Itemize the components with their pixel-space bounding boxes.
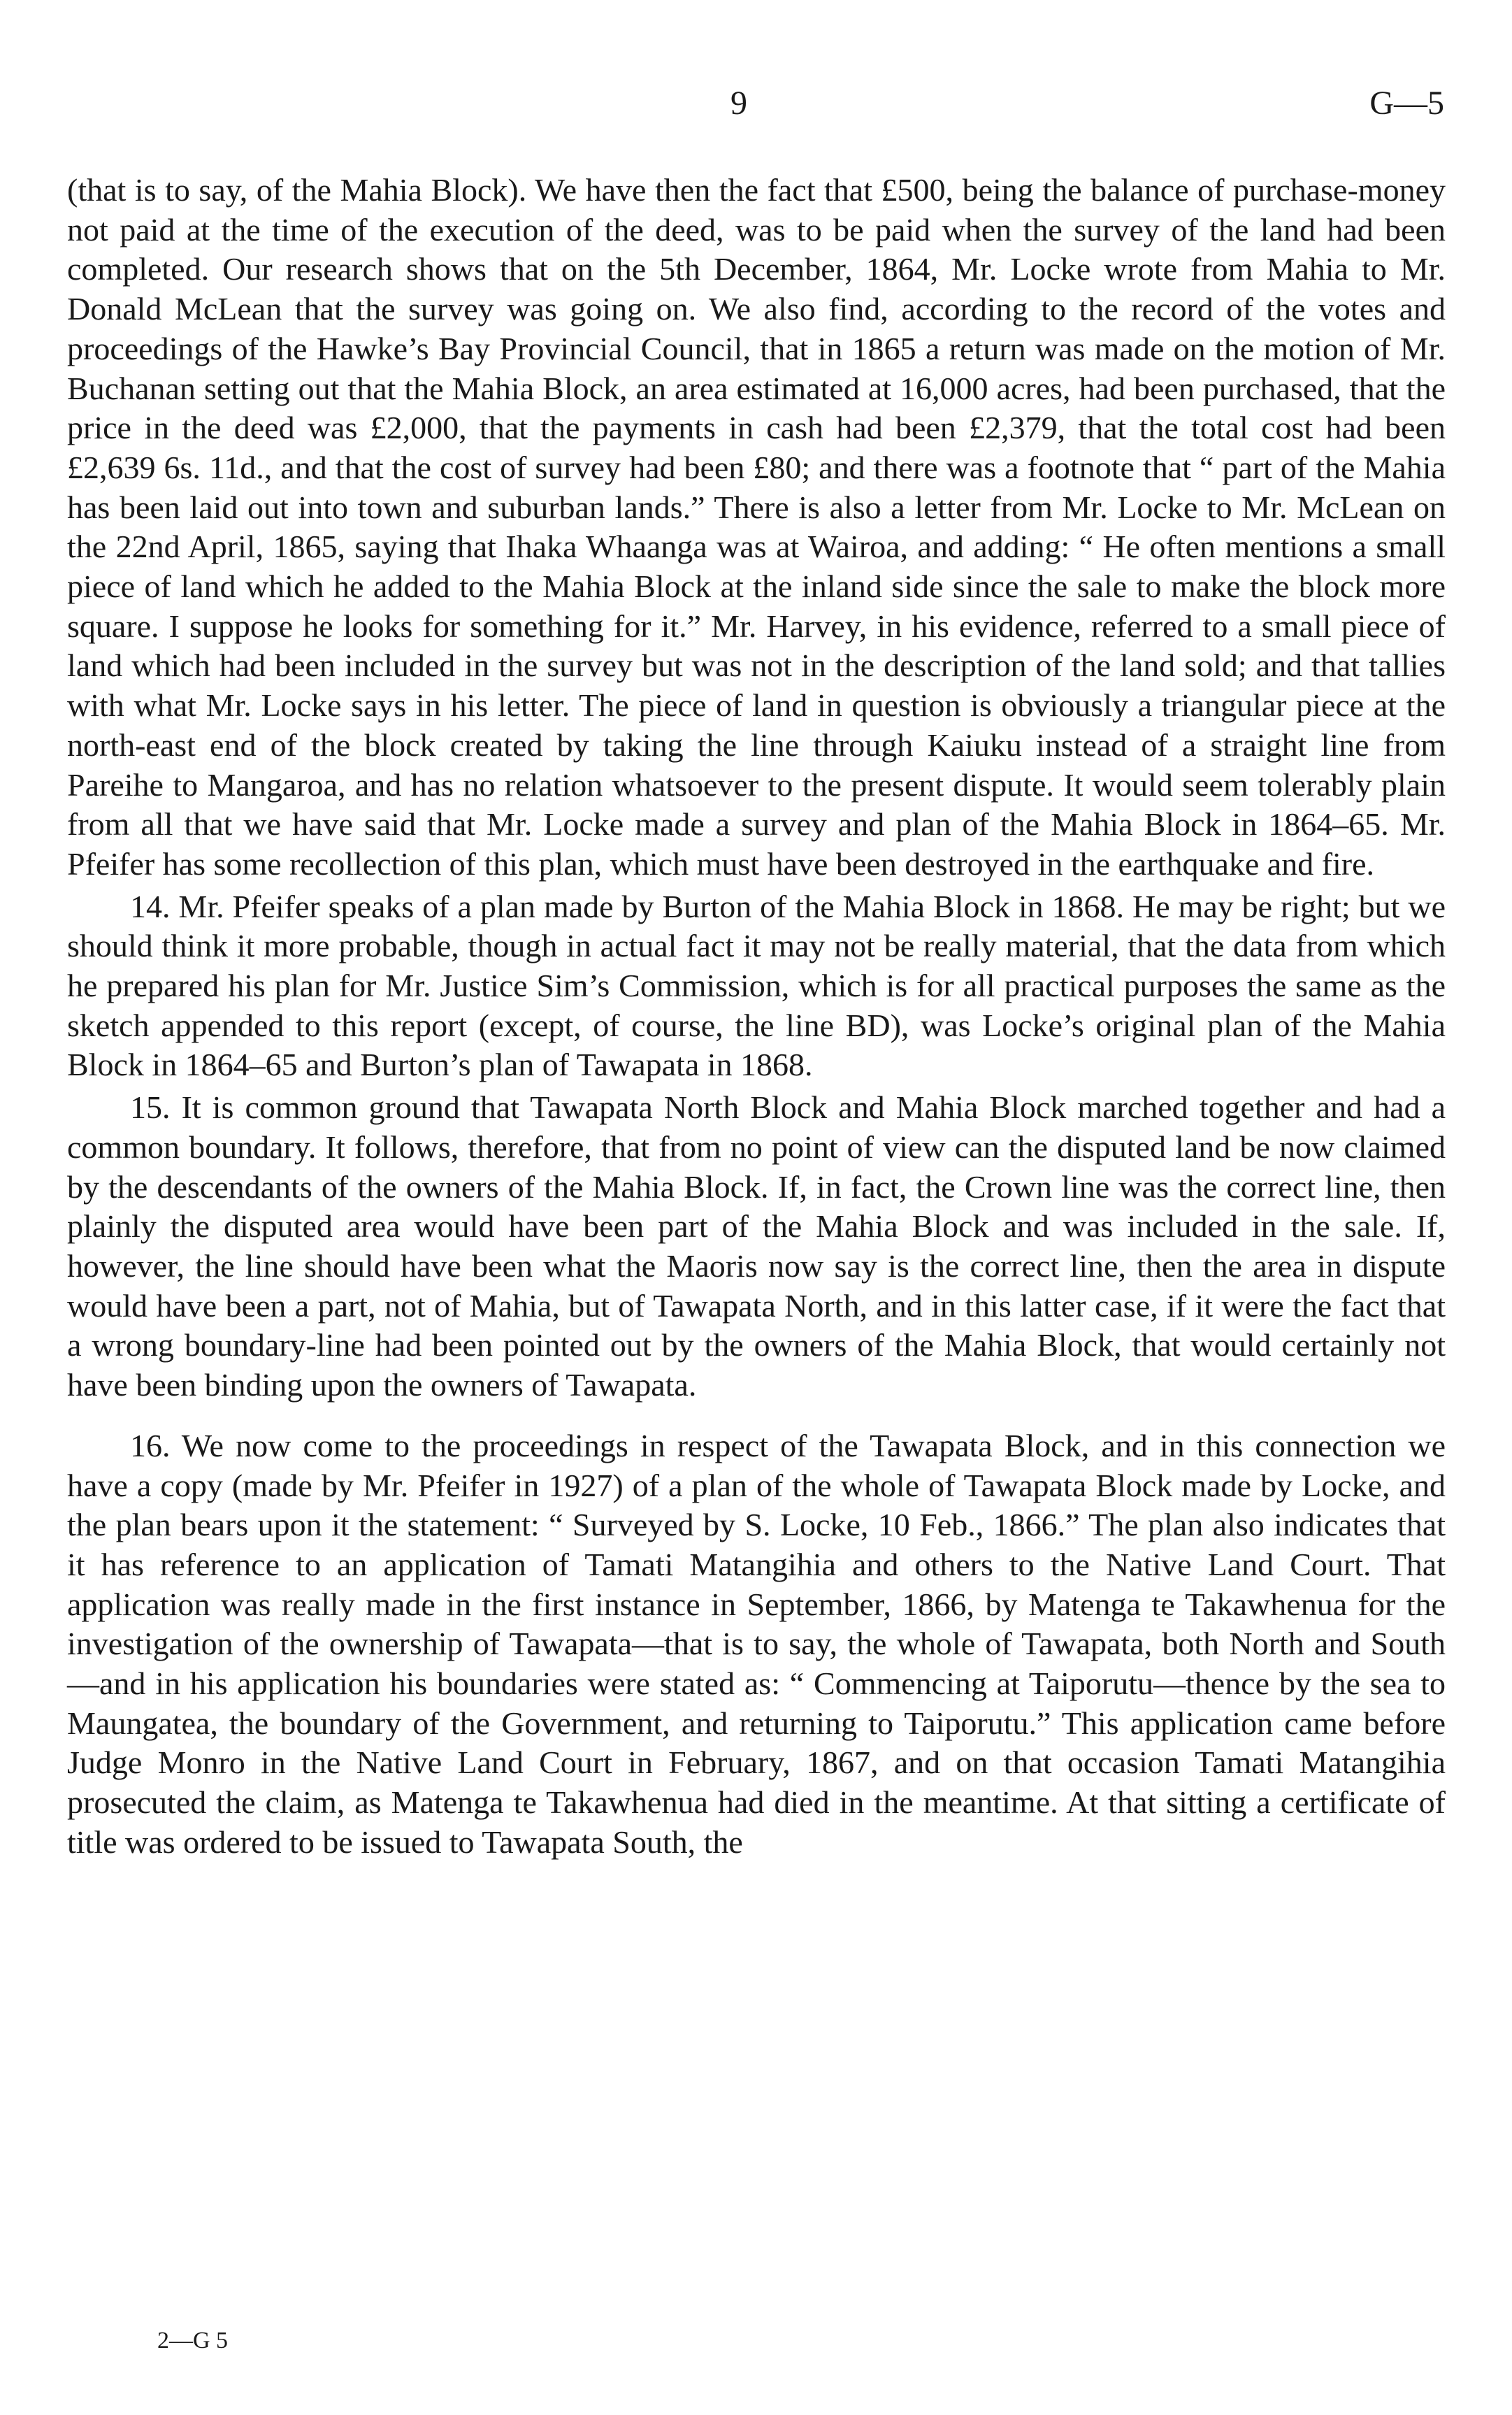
paragraph-16: 16. We now come to the proceedings in respect of the Tawapata Block, and in this connection we have a copy (made by Mr. Pfeifer in 1927) of a plan of the whole of Tawapata Block made by Locke, and the plan bears upon it the statement: “ Surveyed by S. Locke, 10 Feb., 1866.” The plan also indicates that it has reference to an application of Tamati Matangihia and others to the Native Land Court. That application was really made in the first instance in September, 1866, by Matenga te Takawhenua for the investigation of the ownership of Tawapata—that is to say, the whole of Tawapata, both North and South—and in his application his boundaries were stated as: “ Commencing at Taiporutu—thence by the sea to Maungatea, the boundary of the Government, and returning to Taiporutu.” This application came before Judge Monro in the Native Land Court in February, 1867, and on that occasion Tamati Matangihia prosecuted the claim, as Matenga te Takawhenua had died in the meantime. At that sitting a certificate of title was ordered to be issued to Tawapata South, the bbox=[67, 1427, 1446, 1860]
paragraph-continued: (that is to say, of the Mahia Block). We have then the fact that £500, being the balance of purchase-money not paid at the time of the execution of the deed, was to be paid when the survey of the land had been completed. Our research shows that on the 5th December, 1864, Mr. Locke wrote from Mahia to Mr. Donald McLean that the survey was going on. We also find, according to the record of the votes and proceedings of the Hawke’s Bay Provincial Council, that in 1865 a return was made on the motion of Mr. Buchanan setting out that the Mahia Block, an area estimated at 16,000 acres, had been purchased, that the price in the deed was £2,000, that the payments in cash had been £2,379, that the total cost had been £2,639 6s. 11d., and that the cost of survey had been £80; and there was a footnote that “ part of the Mahia has been laid out into town and suburban lands.” There is also a letter from Mr. Locke to Mr. McLean on the 22nd April, 1865, saying that Ihaka Whaanga was at Wairoa, and adding: “ He often mentions a small piece of land which he added to the Mahia Block at the inland side since the sale to make the block more square. I suppose he looks for something for it.” Mr. Harvey, in his evidence, referred to a small piece of land which had been included in the survey but was not in the description of the land sold; and that tallies with what Mr. Locke says in his letter. The piece of land in question is obviously a triangular piece at the north-east end of the block created by taking the line through Kaiuku instead of a straight line from Pareihe to Mangaroa, and has no relation whatsoever to the present dispute. It would seem tolerably plain from all that we have said that Mr. Locke made a survey and plan of the Mahia Block in 1864–65. Mr. Pfeifer has some recollection of this plan, which must have been destroyed in the earthquake and fire. bbox=[67, 172, 1446, 882]
page-header bbox=[0, 83, 1512, 131]
body-text bbox=[67, 171, 1446, 1863]
paragraph-15: 15. It is common ground that Tawapata North Block and Mahia Block marched together and had a common boundary. It follows, therefore, that from no point of view can the disputed land be now claimed by the descendants of the owners of the Mahia Block. If, in fact, the Crown line was the correct line, then plainly the disputed area would have been part of the Mahia Block and was included in the sale. If, however, the line should have been what the Maoris now say is the correct line, then the area in dispute would have been a part, not of Mahia, but of Tawapata North, and in this latter case, if it were the fact that a wrong boundary-line had been pointed out by the owners of the Mahia Block, that would certainly not have been binding upon the owners of Tawapata. bbox=[67, 1089, 1446, 1403]
printer-signature-mark: 2—G 5 bbox=[157, 2328, 229, 2353]
paragraph-14: 14. Mr. Pfeifer speaks of a plan made by Burton of the Mahia Block in 1868. He may be right; but we should think it more probable, though in actual fact it may not be really material, that the data from which he prepared his plan for Mr. Justice Sim’s Commission, which is for all practical purposes the same as the sketch appended to this report (except, of course, the line BD), was Locke’s original plan of the Mahia Block in 1864–65 and Burton’s plan of Tawapata in 1868. bbox=[67, 888, 1446, 1083]
page-number: 9 bbox=[730, 85, 747, 122]
document-reference: G—5 bbox=[1369, 85, 1444, 122]
